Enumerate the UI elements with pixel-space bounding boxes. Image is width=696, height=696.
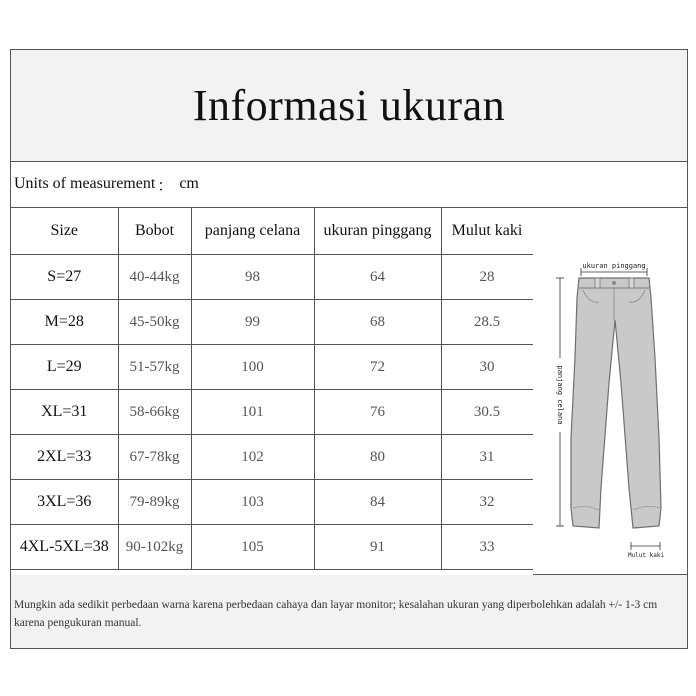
cell-pinggang: 68 (314, 300, 441, 345)
pants-diagram-cell (533, 208, 687, 575)
cell-mulut-kaki: 31 (441, 435, 533, 480)
cell-bobot: 90-102kg (118, 525, 191, 570)
disclaimer-note (11, 575, 687, 648)
title-band (11, 50, 687, 162)
size-table (11, 208, 534, 570)
cell-bobot: 40-44kg (118, 255, 191, 300)
size-chart (10, 49, 688, 649)
cell-mulut-kaki: 33 (441, 525, 533, 570)
units-separator: ： (157, 177, 174, 195)
cell-panjang: 105 (191, 525, 314, 570)
table-header-row (11, 208, 533, 255)
cell-size: 3XL=36 (11, 480, 118, 525)
cell-size: S=27 (11, 255, 118, 300)
cell-panjang: 103 (191, 480, 314, 525)
pants-icon (571, 278, 661, 528)
cell-size: XL=31 (11, 390, 118, 435)
cell-mulut-kaki: 28 (441, 255, 533, 300)
cell-pinggang: 80 (314, 435, 441, 480)
table-row (11, 480, 533, 525)
table-row (11, 300, 533, 345)
header-mulut-kaki: Mulut kaki (441, 208, 533, 255)
cell-size: L=29 (11, 345, 118, 390)
table-row (11, 435, 533, 480)
cell-bobot: 58-66kg (118, 390, 191, 435)
cell-bobot: 45-50kg (118, 300, 191, 345)
cell-mulut-kaki: 32 (441, 480, 533, 525)
length-label: panjang celana (556, 365, 564, 425)
cell-bobot: 67-78kg (118, 435, 191, 480)
cell-panjang: 99 (191, 300, 314, 345)
pants-diagram (533, 208, 687, 575)
table-row (11, 390, 533, 435)
cell-panjang: 98 (191, 255, 314, 300)
cell-mulut-kaki: 28.5 (441, 300, 533, 345)
cell-pinggang: 72 (314, 345, 441, 390)
cell-pinggang: 64 (314, 255, 441, 300)
header-bobot: Bobot (118, 208, 191, 255)
page-title: Informasi ukuran (192, 81, 506, 130)
cell-size: M=28 (11, 300, 118, 345)
units-value: cm (179, 175, 199, 192)
cell-pinggang: 91 (314, 525, 441, 570)
cell-pinggang: 84 (314, 480, 441, 525)
hem-label: Mulut kaki (627, 552, 665, 559)
units-label: Units of measurement (14, 175, 156, 192)
table-row (11, 345, 533, 390)
header-ukuran-pinggang: ukuran pinggang (314, 208, 441, 255)
cell-size: 2XL=33 (11, 435, 118, 480)
cell-panjang: 102 (191, 435, 314, 480)
cell-panjang: 101 (191, 390, 314, 435)
cell-bobot: 51-57kg (118, 345, 191, 390)
cell-size: 4XL-5XL=38 (11, 525, 118, 570)
hem-measure-line (631, 542, 660, 550)
cell-mulut-kaki: 30 (441, 345, 533, 390)
cell-mulut-kaki: 30.5 (441, 390, 533, 435)
table-row (11, 255, 533, 300)
note-text: Mungkin ada sedikit perbedaan warna karena perbedaan cahaya dan layar monitor; kesalahan ukuran yang diperbolehkan adalah +/- 1-3 cm karena pengukuran manual. (14, 599, 658, 629)
header-panjang-celana: panjang celana (191, 208, 314, 255)
header-size: Size (11, 208, 118, 255)
waist-label: ukuran pinggang (582, 262, 646, 270)
cell-panjang: 100 (191, 345, 314, 390)
units-row (11, 161, 687, 208)
cell-bobot: 79-89kg (118, 480, 191, 525)
cell-pinggang: 76 (314, 390, 441, 435)
table-row (11, 525, 533, 570)
